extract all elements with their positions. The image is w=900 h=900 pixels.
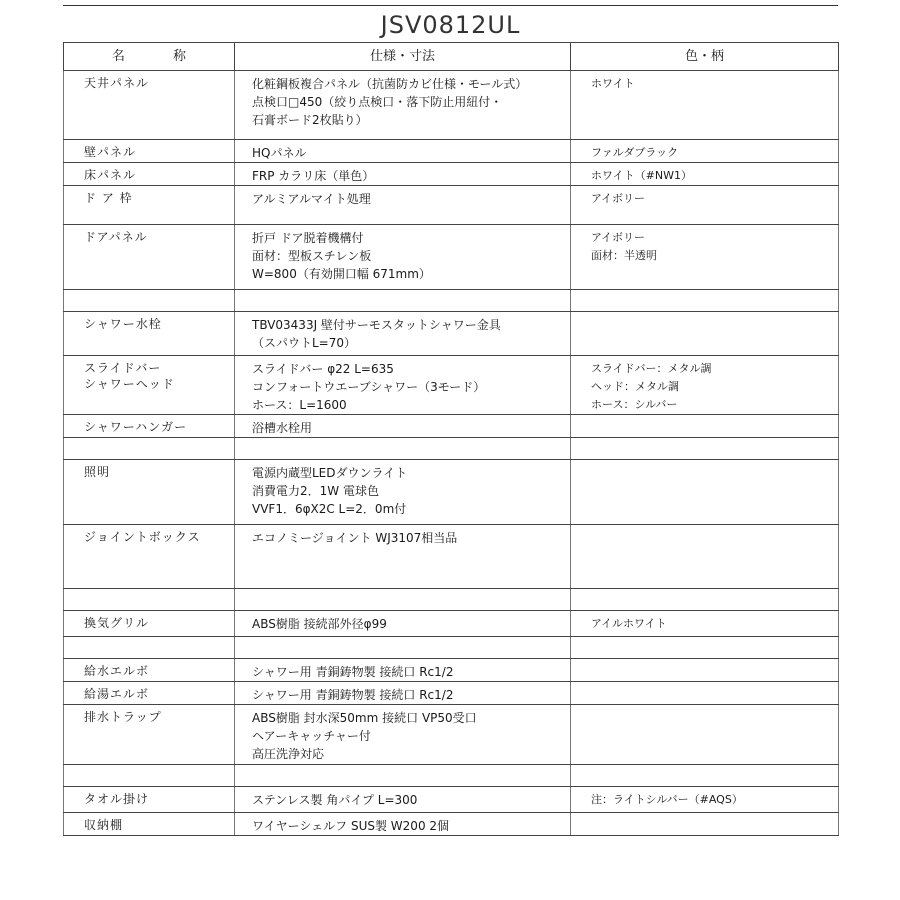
color-cell — [571, 438, 839, 460]
table-row — [64, 637, 839, 659]
color-cell — [571, 140, 839, 163]
name-cell — [64, 611, 235, 637]
color-cell — [571, 589, 839, 611]
name-cell — [64, 765, 235, 787]
name-line: 給水エルボ — [84, 664, 150, 678]
table-row — [64, 589, 839, 611]
header-row — [64, 43, 839, 71]
spec-line: 消費電力2．1W 電球色 — [252, 484, 379, 498]
table-row — [64, 290, 839, 312]
spec-cell — [235, 682, 571, 705]
spec-cell — [235, 415, 571, 438]
color-cell — [571, 705, 839, 765]
color-line: 注：ライトシルバー（#AQS） — [591, 793, 743, 806]
spec-line: HQパネル — [252, 146, 307, 160]
title-rule — [63, 5, 838, 6]
spec-cell — [235, 589, 571, 611]
spec-line: スライドバー φ22 L=635 — [252, 362, 394, 376]
color-cell — [571, 765, 839, 787]
table-row — [64, 140, 839, 163]
spec-cell — [235, 225, 571, 290]
name-cell — [64, 225, 235, 290]
spec-cell — [235, 186, 571, 225]
color-cell — [571, 290, 839, 312]
spec-cell — [235, 813, 571, 836]
name-cell — [64, 787, 235, 813]
color-line: スライドバー：メタル調 — [591, 362, 712, 375]
name-line: 天井パネル — [84, 76, 150, 90]
spec-line: ステンレス製 角パイプ L=300 — [252, 793, 418, 807]
spec-cell — [235, 438, 571, 460]
name-line: タオル掛け — [84, 792, 150, 806]
name-cell — [64, 637, 235, 659]
spec-line: コンフォートウエーブシャワー（3モード） — [252, 380, 486, 394]
name-line: ジョイントボックス — [84, 530, 201, 544]
spec-line: シャワー用 青銅鋳物製 接続口 Rc1/2 — [252, 688, 454, 702]
spec-line: ヘアーキャッチャー付 — [252, 729, 371, 743]
document-title: JSV0812UL — [380, 11, 521, 39]
spec-line: ホース：L=1600 — [252, 398, 347, 412]
name-cell — [64, 140, 235, 163]
color-cell — [571, 312, 839, 356]
color-cell — [571, 356, 839, 415]
color-cell — [571, 225, 839, 290]
color-cell — [571, 186, 839, 225]
color-cell — [571, 682, 839, 705]
spec-line: （スパウトL=70） — [252, 336, 357, 350]
spec-line: W=800（有効開口幅 671mm） — [252, 267, 431, 281]
name-cell — [64, 682, 235, 705]
name-line: 収納棚 — [84, 818, 124, 832]
name-cell — [64, 356, 235, 415]
table-row — [64, 71, 839, 140]
table-row — [64, 163, 839, 186]
table-row — [64, 460, 839, 525]
spec-line: アルミアルマイト処理 — [252, 192, 371, 206]
spec-cell — [235, 140, 571, 163]
spec-line: 電源内蔵型LEDダウンライト — [252, 466, 408, 480]
header-color: 色・柄 — [571, 43, 839, 71]
name-line: ド ア 枠 — [84, 191, 133, 205]
color-cell — [571, 71, 839, 140]
table-row — [64, 659, 839, 682]
color-line: ホワイト（#NW1） — [591, 169, 692, 182]
spec-cell — [235, 525, 571, 589]
table-row — [64, 415, 839, 438]
spec-cell — [235, 611, 571, 637]
name-cell — [64, 290, 235, 312]
spec-cell — [235, 312, 571, 356]
name-cell — [64, 312, 235, 356]
table-row — [64, 765, 839, 787]
color-line: ファルダブラック — [591, 146, 679, 159]
name-line: シャワーヘッド — [84, 377, 175, 391]
spec-cell — [235, 787, 571, 813]
name-line: 壁パネル — [84, 145, 137, 159]
name-cell — [64, 438, 235, 460]
table-row — [64, 312, 839, 356]
spec-line: ABS樹脂 封水深50mm 接続口 VP50受口 — [252, 711, 477, 725]
name-cell — [64, 71, 235, 140]
name-cell — [64, 589, 235, 611]
spec-line: ABS樹脂 接続部外径φ99 — [252, 617, 387, 631]
table-row — [64, 705, 839, 765]
color-cell — [571, 659, 839, 682]
spec-line: TBV03433J 壁付サーモスタットシャワー金具 — [252, 318, 501, 332]
color-line: アイボリー — [591, 192, 646, 205]
color-cell — [571, 813, 839, 836]
spec-table — [63, 42, 839, 836]
table-row — [64, 225, 839, 290]
spec-cell — [235, 637, 571, 659]
spec-line: エコノミージョイント WJ3107相当品 — [252, 531, 458, 545]
color-cell — [571, 787, 839, 813]
spec-cell — [235, 356, 571, 415]
color-cell — [571, 460, 839, 525]
name-line: 給湯エルボ — [84, 687, 150, 701]
name-line: スライドバー — [84, 361, 162, 375]
header-spec: 仕様・寸法 — [235, 43, 571, 71]
color-line: アイボリー — [591, 231, 646, 244]
name-line: 排水トラップ — [84, 710, 162, 724]
name-cell — [64, 163, 235, 186]
spec-line: ワイヤーシェルフ SUS製 W200 2個 — [252, 819, 450, 833]
table-row — [64, 611, 839, 637]
spec-line: 折戸 ドア脱着機構付 — [252, 231, 364, 245]
name-line: 床パネル — [84, 168, 137, 182]
name-line: ドアパネル — [84, 230, 148, 244]
spec-table-body — [64, 71, 839, 836]
table-row — [64, 356, 839, 415]
spec-line: VVF1．6φX2C L=2．0m付 — [252, 502, 407, 516]
spec-line: 点検口□450（絞り点検口・落下防止用紐付・ — [252, 95, 503, 109]
color-line: ホース：シルバー — [591, 398, 678, 411]
name-cell — [64, 415, 235, 438]
color-line: 面材：半透明 — [591, 249, 657, 262]
name-cell — [64, 525, 235, 589]
name-cell — [64, 813, 235, 836]
name-cell — [64, 460, 235, 525]
color-cell — [571, 163, 839, 186]
color-cell — [571, 637, 839, 659]
name-cell — [64, 659, 235, 682]
color-line: アイルホワイト — [591, 617, 667, 630]
spec-line: 高圧洗浄対応 — [252, 747, 325, 761]
spec-cell — [235, 290, 571, 312]
table-row — [64, 682, 839, 705]
spec-line: シャワー用 青銅鋳物製 接続口 Rc1/2 — [252, 665, 454, 679]
spec-line: 浴槽水栓用 — [252, 421, 313, 435]
color-cell — [571, 525, 839, 589]
spec-cell — [235, 460, 571, 525]
header-name: 名 称 — [64, 43, 235, 71]
spec-cell — [235, 659, 571, 682]
spec-line: FRP カラリ床（単色） — [252, 169, 375, 183]
table-row — [64, 186, 839, 225]
spec-line: 化粧鋼板複合パネル（抗菌防カビ仕様・モール式） — [252, 77, 528, 91]
table-row — [64, 813, 839, 836]
spec-cell — [235, 705, 571, 765]
color-cell — [571, 415, 839, 438]
color-line: ヘッド：メタル調 — [591, 380, 679, 393]
spec-line: 石膏ボード2枚貼り） — [252, 113, 368, 127]
name-line: シャワーハンガー — [84, 420, 188, 434]
name-line: シャワー水栓 — [84, 317, 162, 331]
table-row — [64, 787, 839, 813]
spec-cell — [235, 163, 571, 186]
name-cell — [64, 186, 235, 225]
color-cell — [571, 611, 839, 637]
table-row — [64, 525, 839, 589]
spec-line: 面材：型板スチレン板 — [252, 249, 372, 263]
name-line: 換気グリル — [84, 616, 150, 630]
name-cell — [64, 705, 235, 765]
name-line: 照明 — [84, 465, 111, 479]
spec-cell — [235, 71, 571, 140]
color-line: ホワイト — [591, 77, 635, 90]
spec-cell — [235, 765, 571, 787]
table-row — [64, 438, 839, 460]
